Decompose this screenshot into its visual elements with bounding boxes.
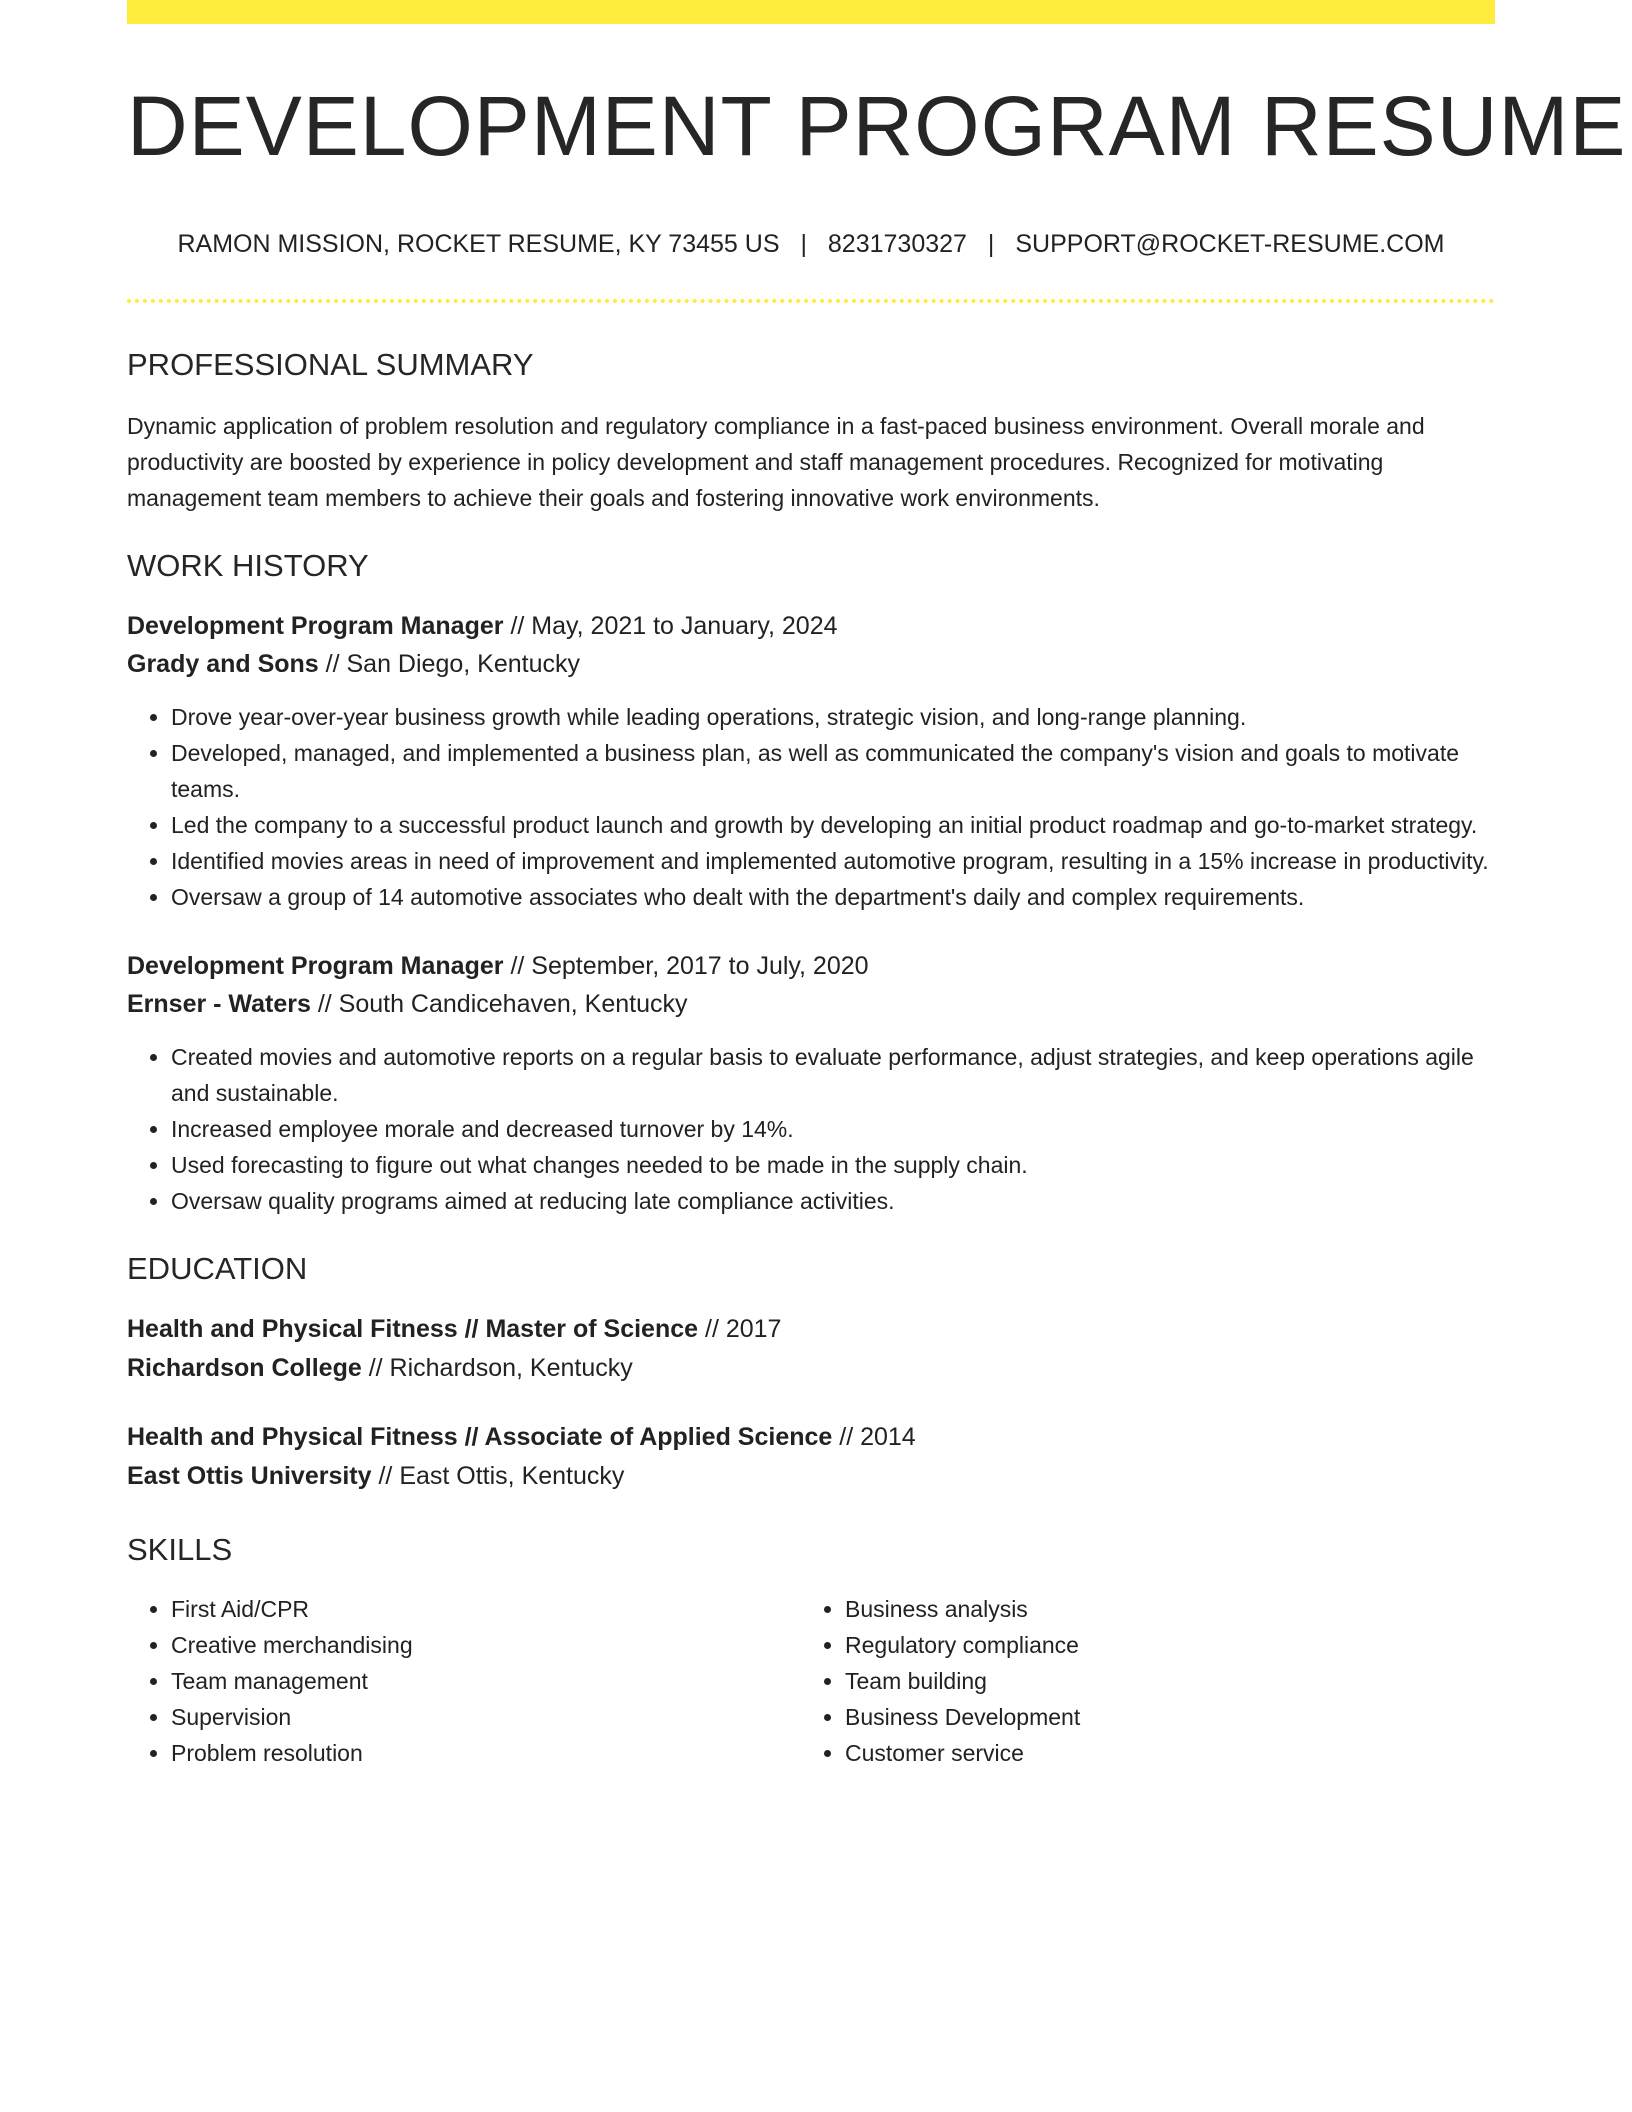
list-item: • Oversaw a group of 14 automotive associates who dealt with the department's daily and complex requirements. [171, 879, 1495, 915]
job-bullets [127, 699, 1495, 915]
skill-item: • Creative merchandising [171, 1627, 801, 1663]
education-school: Richardson College [127, 1354, 362, 1382]
education-school: East Ottis University [127, 1462, 372, 1490]
contact-separator: | [800, 230, 807, 258]
education-year: // 2014 [832, 1423, 916, 1451]
skill-item: • Team building [845, 1663, 1475, 1699]
job-company: Grady and Sons [127, 650, 319, 678]
job-dates: // May, 2021 to January, 2024 [503, 612, 838, 640]
contact-line [127, 232, 1495, 257]
list-item: • Identified movies areas in need of improvement and implemented automotive program, resulting in a 15% increase in productivity. [171, 843, 1495, 879]
skill-item: • Team management [171, 1663, 801, 1699]
list-item: • Led the company to a successful product launch and growth by developing an initial product roadmap and go-to-market strategy. [171, 807, 1495, 843]
skill-item: • Business Development [845, 1699, 1475, 1735]
list-item: • Oversaw quality programs aimed at reducing late compliance activities. [171, 1183, 1495, 1219]
list-item: • Drove year-over-year business growth while leading operations, strategic vision, and long-range planning. [171, 699, 1495, 735]
job-bullets [127, 1039, 1495, 1219]
education-degree-line [127, 1310, 1495, 1349]
education-school-line [127, 1349, 1495, 1388]
dotted-divider [127, 299, 1495, 303]
job-entry [127, 947, 1495, 1219]
section-title-skills: SKILLS [127, 1532, 233, 1567]
job-company-line [127, 985, 1495, 1023]
skills-list-left [127, 1591, 801, 1771]
list-item: • Developed, managed, and implemented a business plan, as well as communicated the company's vision and goals to motivate teams. [171, 735, 1495, 807]
job-title-line [127, 947, 1495, 985]
education-entry [127, 1418, 1495, 1496]
section-title-education: EDUCATION [127, 1251, 308, 1286]
education-degree: Health and Physical Fitness // Associate of Applied Science [127, 1423, 833, 1451]
job-title-line [127, 607, 1495, 645]
job-company: Ernser - Waters [127, 990, 311, 1018]
skills-columns [127, 1591, 1495, 1771]
skills-list-right [801, 1591, 1475, 1771]
job-dates: // September, 2017 to July, 2020 [503, 952, 869, 980]
education-degree: Health and Physical Fitness // Master of Science [127, 1315, 699, 1343]
resume-title: DEVELOPMENT PROGRAM RESUME [127, 79, 1627, 173]
education-location: // East Ottis, Kentucky [371, 1462, 625, 1490]
job-company-line [127, 645, 1495, 683]
job-location: // South Candicehaven, Kentucky [310, 990, 688, 1018]
job-entry [127, 607, 1495, 915]
skill-item: • Supervision [171, 1699, 801, 1735]
list-item: • Created movies and automotive reports on a regular basis to evaluate performance, adjust strategies, and keep operations agile and sustainable. [171, 1039, 1495, 1111]
list-item: • Increased employee morale and decreased turnover by 14%. [171, 1111, 1495, 1147]
job-title: Development Program Manager [127, 612, 504, 640]
list-item: • Used forecasting to figure out what changes needed to be made in the supply chain. [171, 1147, 1495, 1183]
education-school-line [127, 1457, 1495, 1496]
skill-item: • First Aid/CPR [171, 1591, 801, 1627]
skill-item: • Customer service [845, 1735, 1475, 1771]
contact-address: RAMON MISSION, ROCKET RESUME, KY 73455 US [177, 230, 780, 258]
contact-separator: | [987, 230, 995, 258]
job-title: Development Program Manager [127, 952, 504, 980]
skill-item: • Regulatory compliance [845, 1627, 1475, 1663]
contact-phone: 8231730327 [827, 230, 967, 258]
resume-page [127, 0, 1627, 1771]
job-location: // San Diego, Kentucky [318, 650, 580, 678]
section-title-summary: PROFESSIONAL SUMMARY [127, 347, 534, 382]
education-location: // Richardson, Kentucky [361, 1354, 633, 1382]
skill-item: • Business analysis [845, 1591, 1475, 1627]
section-title-work-history: WORK HISTORY [127, 548, 369, 583]
education-year: // 2017 [698, 1315, 782, 1343]
education-degree-line [127, 1418, 1495, 1457]
accent-top-bar [127, 0, 1495, 24]
contact-email: SUPPORT@ROCKET-RESUME.COM [1015, 230, 1445, 258]
education-entry [127, 1310, 1495, 1388]
skill-item: • Problem resolution [171, 1735, 801, 1771]
summary-text: Dynamic application of problem resolution and regulatory compliance in a fast-paced business environment. Overall morale and productivity are boosted by experience in policy development and staff management procedures. Recognized for motivating management team members to achieve their goals and fostering innovative work environments. [127, 413, 1425, 511]
